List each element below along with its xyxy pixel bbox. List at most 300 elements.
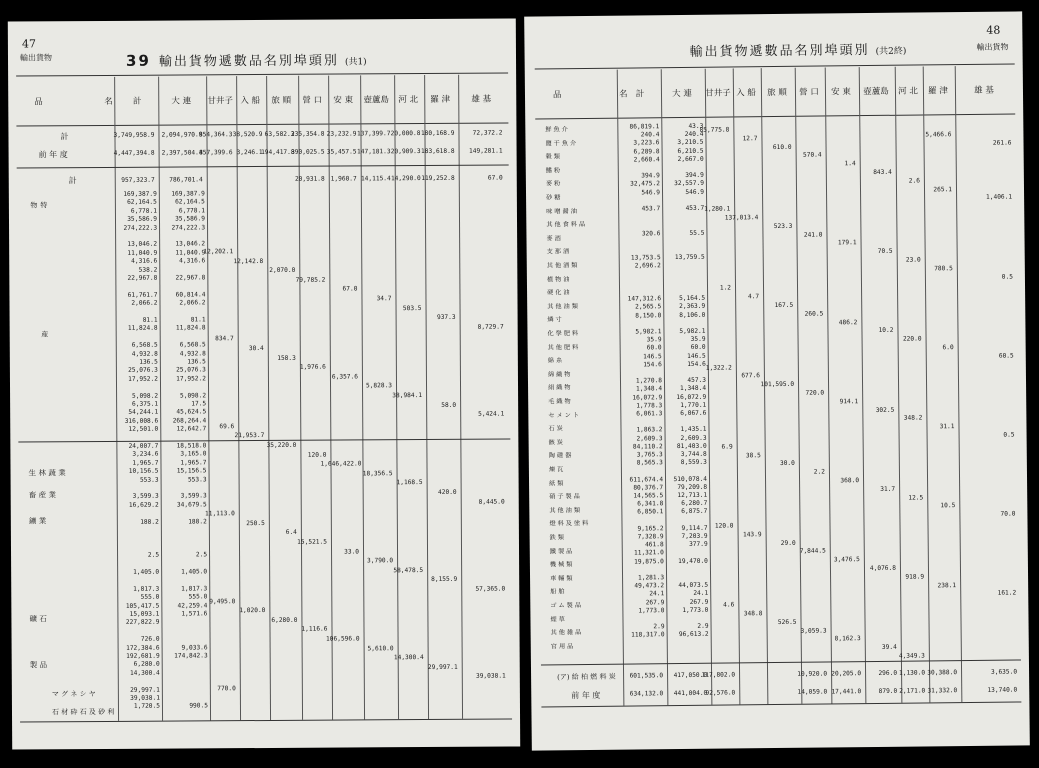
- column-value: 24.1: [649, 590, 665, 598]
- header-item: 品: [552, 90, 562, 101]
- port-value: 39,038.1: [475, 672, 506, 681]
- column-value: 24.1: [693, 590, 709, 598]
- column-value: 3,234.6: [132, 451, 159, 459]
- column-value: 35.9: [690, 335, 706, 344]
- column-value: 13,759.5: [674, 253, 705, 262]
- row-value: 119,252.8: [421, 174, 455, 183]
- column-value: 611,674.4: [629, 475, 664, 484]
- row-label: 鹽 干 魚 介: [545, 139, 577, 148]
- port-value: 6.9: [721, 443, 733, 451]
- column-value: 2.9: [653, 623, 665, 631]
- port-value: 58.0: [441, 401, 457, 409]
- port-value: 1,020.0: [239, 607, 266, 615]
- footer-rule: [541, 659, 1021, 665]
- column-value: 13,046.2: [127, 241, 158, 249]
- bottom-rule: [541, 701, 1021, 707]
- port-value: 1,116.6: [301, 626, 328, 634]
- column-value: 2,066.2: [179, 299, 206, 307]
- column-value: 62,164.5: [175, 198, 205, 206]
- column-divider: [923, 66, 931, 702]
- header-port: 入 船: [736, 88, 756, 99]
- row-label: 穀 類: [545, 153, 561, 161]
- column-value: 553.3: [187, 475, 207, 484]
- port-value: 69.6: [219, 422, 235, 431]
- row-value: 137,399.7: [356, 130, 391, 138]
- category-label: 礦 石: [29, 614, 47, 624]
- port-value: 67.0: [342, 285, 358, 293]
- row-value: 20,909.3: [390, 148, 421, 156]
- port-value: 167.5: [774, 301, 794, 310]
- row-label: 其 他 肥 料: [547, 343, 579, 351]
- port-value: 6,280.0: [271, 616, 298, 624]
- column-value: 4,932.8: [131, 350, 158, 358]
- row-label: 鉄 類: [549, 534, 565, 542]
- column-value: 15,156.5: [176, 467, 207, 475]
- column-value: 2,066.2: [131, 299, 158, 307]
- port-value: 23.0: [905, 256, 921, 264]
- port-value: 12,142.8: [233, 257, 264, 265]
- port-value: 79,785.2: [295, 276, 326, 284]
- column-divider: [458, 75, 463, 719]
- row-label: 其 他 食 料 品: [546, 221, 586, 229]
- row-label: 硝 子 製 品: [549, 493, 580, 501]
- row-label: 絹 織 物: [548, 384, 571, 392]
- prev-year-label: 前 年 度: [38, 150, 68, 160]
- column-value: 274,222.3: [123, 224, 158, 232]
- category-label-specialty: 特 産 物: [29, 201, 50, 398]
- port-value: 348.8: [743, 610, 763, 618]
- column-value: 394.9: [641, 172, 660, 180]
- footer-label-prev: 前 年 度: [571, 690, 601, 701]
- column-value: 274,222.3: [171, 223, 206, 232]
- column-value: 147,312.6: [627, 295, 662, 303]
- column-divider: [895, 67, 903, 703]
- row-value: 3,246.1: [236, 149, 263, 157]
- column-divider: [424, 75, 429, 719]
- column-value: 55.5: [689, 229, 705, 237]
- port-value: 143.9: [742, 530, 762, 539]
- column-value: 60,814.4: [175, 291, 206, 299]
- row-label: 陶 磁 器: [548, 452, 572, 460]
- column-value: 1,965.7: [132, 459, 159, 467]
- column-value: 17.5: [191, 400, 207, 408]
- port-value: 0.5: [1001, 273, 1013, 281]
- port-value: 2.2: [813, 468, 825, 476]
- column-value: 1,773.0: [638, 606, 665, 615]
- column-value: 8,150.0: [635, 311, 662, 320]
- port-value: 12,202.1: [203, 248, 234, 256]
- column-value: 54,244.1: [128, 409, 159, 417]
- row-value: 72,372.2: [472, 129, 503, 137]
- column-value: 1,571.6: [181, 610, 208, 618]
- column-value: 1,405.0: [133, 568, 160, 576]
- column-value: 79,209.8: [677, 483, 708, 491]
- column-value: 136.5: [187, 358, 206, 366]
- column-value: 32,557.9: [674, 180, 704, 188]
- column-value: 268,264.4: [172, 417, 207, 425]
- port-value: 843.4: [873, 168, 892, 176]
- column-value: 16,629.2: [128, 501, 159, 509]
- port-value: 937.3: [436, 314, 456, 322]
- column-value: 80,376.7: [633, 483, 664, 492]
- row-label: 植 物 油: [546, 275, 570, 283]
- column-value: 105,417.5: [125, 602, 160, 610]
- row-label: 燐 寸: [547, 316, 562, 324]
- column-value: 192,681.9: [126, 652, 160, 660]
- port-value: 570.4: [802, 151, 822, 160]
- port-value: 70.0: [1000, 510, 1016, 518]
- column-value: 538.2: [138, 266, 158, 274]
- port-value: 1,280.1: [704, 205, 731, 213]
- column-value: 2,667.0: [677, 155, 704, 163]
- port-value: 18,356.5: [362, 470, 393, 478]
- row-label: ゴ ム 製 品: [550, 602, 582, 610]
- column-value: 1,773.0: [682, 606, 709, 614]
- column-value: 2,660.4: [633, 156, 660, 164]
- row-value: 1,960.7: [330, 175, 357, 183]
- column-value: 146.5: [687, 352, 706, 360]
- row-value: 786,701.4: [169, 176, 203, 184]
- column-value: 81.1: [142, 316, 158, 324]
- column-value: 6,280.0: [133, 661, 160, 669]
- column-value: 5,164.5: [679, 294, 706, 303]
- footer-label-fuel: (ア) 給 柏 燃 料 炭: [557, 672, 616, 682]
- row-label: 石 炭: [548, 425, 563, 433]
- header-port: 入 船: [240, 96, 261, 107]
- category-label: 畜 産 業: [28, 490, 56, 500]
- port-value: 250.5: [246, 519, 265, 527]
- row-value: 63,582.3: [264, 130, 295, 138]
- port-value: 1.4: [844, 160, 856, 168]
- row-label: 毛 織 物: [548, 398, 571, 406]
- port-value: 60.5: [998, 352, 1014, 360]
- title-part: (共2終): [875, 46, 907, 57]
- title-text: 輸出貨物遞數品名別埠頭別: [689, 43, 870, 60]
- column-value: 2,609.3: [680, 434, 707, 442]
- column-value: 169,387.9: [123, 190, 157, 198]
- port-value: 137,013.4: [724, 214, 759, 222]
- column-value: 990.5: [189, 702, 208, 710]
- column-value: 154.6: [687, 360, 706, 368]
- column-value: 169,387.9: [171, 190, 205, 198]
- page-number: 48: [986, 23, 1001, 37]
- column-value: 62,164.5: [127, 199, 157, 207]
- column-value: 81,403.0: [676, 442, 707, 450]
- table-number: 39: [125, 51, 151, 70]
- header-port: 安 東: [831, 87, 851, 98]
- column-value: 146.5: [643, 352, 662, 360]
- column-value: 267.9: [645, 598, 665, 606]
- column-value: 188.2: [140, 518, 159, 526]
- port-value: 526.5: [777, 618, 797, 626]
- port-value: 610.0: [772, 143, 792, 151]
- column-value: 2,363.9: [679, 303, 706, 311]
- column-value: 15,093.1: [129, 610, 160, 618]
- port-value: 4,076.8: [869, 564, 897, 573]
- column-value: 14,300.4: [129, 669, 160, 677]
- column-value: 2,565.5: [635, 303, 662, 311]
- port-value: 348.2: [903, 414, 923, 423]
- row-label: セ メ ン ト: [548, 411, 580, 419]
- column-value: 12,713.1: [677, 491, 708, 500]
- port-value: 2.6: [908, 177, 920, 185]
- port-value: 238.1: [937, 581, 957, 589]
- column-value: 3,210.5: [677, 139, 704, 147]
- port-value: 834.7: [215, 335, 234, 343]
- row-value: 149,281.1: [469, 147, 503, 155]
- row-label: 其 他 油 類: [549, 506, 581, 515]
- column-value: 3,744.8: [680, 450, 707, 459]
- row-label: 官 用 品: [550, 642, 574, 651]
- column-value: 1,405.0: [181, 568, 208, 576]
- column-value: 461.8: [645, 541, 664, 549]
- section-rule: [17, 165, 509, 169]
- column-divider: [360, 75, 365, 719]
- port-value: 31.7: [880, 485, 896, 493]
- column-value: 35.9: [646, 336, 662, 344]
- row-value: 23,232.9: [326, 130, 357, 138]
- header-port: 雄 基: [974, 85, 994, 96]
- column-value: 8,106.0: [679, 311, 706, 319]
- port-value: 503.5: [402, 304, 422, 312]
- column-value: 35,586.9: [127, 215, 158, 224]
- column-value: 377.9: [689, 540, 708, 549]
- row-label: 船 舶: [550, 588, 565, 596]
- column-value: 25,076.3: [128, 367, 158, 375]
- port-value: 1,646,422.0: [320, 460, 362, 468]
- column-value: 7,203.9: [681, 532, 708, 541]
- header-port: 羅 津: [928, 86, 948, 97]
- row-value: 92,576.0: [705, 689, 736, 697]
- port-value: 101,595.0: [760, 381, 795, 389]
- bottom-label: 石 材 砕 石 及 砂 利: [51, 707, 115, 717]
- column-value: 1,435.1: [680, 426, 707, 434]
- header-port: 壺蘆島: [863, 86, 889, 98]
- top-rule: [16, 73, 508, 77]
- port-value: 179.1: [837, 239, 857, 247]
- column-value: 1,817.3: [181, 585, 208, 593]
- column-value: 6,375.1: [132, 400, 159, 408]
- header-port: 計: [635, 89, 645, 100]
- header-port: 計: [132, 96, 142, 107]
- row-label: 鐵 製 品: [549, 547, 573, 555]
- port-value: 5,466.6: [925, 130, 952, 139]
- column-value: 7,328.9: [637, 533, 664, 541]
- column-value: 453.7: [641, 205, 661, 213]
- port-value: 39.4: [881, 643, 897, 652]
- port-value: 4.7: [747, 293, 760, 301]
- column-value: 39,038.1: [130, 694, 160, 702]
- header-port: 壺蘆島: [363, 95, 390, 106]
- row-label: 鮮 魚 介: [545, 126, 568, 134]
- column-divider: [298, 76, 303, 720]
- column-value: 3,599.3: [180, 492, 207, 500]
- column-divider: [236, 76, 241, 720]
- column-value: 453.7: [685, 204, 705, 212]
- column-value: 19,875.0: [634, 557, 664, 566]
- port-value: 34.7: [376, 295, 392, 303]
- row-value: 857,399.6: [199, 149, 233, 157]
- column-value: 81.1: [190, 316, 206, 324]
- column-value: 43.3: [688, 122, 704, 130]
- column-value: 6,778.1: [178, 207, 205, 215]
- row-label: 燈 料 及 塗 料: [549, 520, 589, 528]
- port-value: 260.5: [804, 310, 824, 318]
- port-value: 15,521.5: [297, 538, 327, 546]
- port-value: 120.0: [714, 522, 734, 530]
- column-value: 6,875.7: [681, 508, 708, 516]
- specialty-total-label: 計: [68, 176, 77, 186]
- port-value: 720.0: [805, 389, 825, 397]
- port-value: 8,445.0: [478, 498, 505, 506]
- row-value: 10,920.0: [797, 670, 828, 678]
- row-label: 紙 類: [549, 479, 564, 487]
- column-value: 546.9: [641, 188, 661, 197]
- row-value: 441,004.0: [673, 689, 708, 698]
- column-value: 457.3: [687, 376, 707, 385]
- header-port: 羅 津: [430, 94, 451, 105]
- column-value: 12,501.0: [128, 425, 159, 434]
- row-value: 194,417.8: [261, 148, 295, 157]
- column-value: 14,565.5: [633, 492, 664, 500]
- row-value: 879.0: [878, 687, 898, 695]
- column-value: 118,317.0: [631, 631, 665, 639]
- title-part: (共1): [344, 57, 367, 68]
- port-value: 3,059.3: [800, 627, 827, 635]
- row-value: 30,388.0: [927, 669, 958, 677]
- row-value: 17,441.0: [831, 688, 862, 696]
- column-rules: [524, 11, 1022, 16]
- port-value: 3,476.5: [833, 556, 860, 564]
- header-port: 雄 基: [471, 94, 492, 105]
- column-value: 267.9: [689, 598, 709, 606]
- row-value: 390,025.5: [291, 148, 325, 156]
- port-value: 780.5: [934, 264, 953, 273]
- column-divider: [206, 76, 211, 720]
- column-value: 6,067.6: [680, 409, 707, 418]
- column-value: 3,165.0: [180, 450, 207, 458]
- column-value: 154.6: [643, 361, 662, 369]
- row-label: 車 輛 類: [550, 574, 573, 583]
- row-label: 煉 瓦: [548, 466, 564, 474]
- row-value: 67.0: [487, 174, 503, 182]
- row-value: 180,168.9: [420, 129, 455, 138]
- port-value: 30.0: [779, 460, 795, 468]
- title-text: 輸出貨物遞數品名別埠頭別: [158, 53, 339, 70]
- column-value: 2.5: [195, 551, 208, 559]
- column-value: 1,270.8: [635, 377, 663, 385]
- header-port: 河 北: [398, 95, 419, 106]
- column-value: 49,473.2: [634, 582, 665, 590]
- column-value: 2.5: [147, 551, 160, 559]
- port-value: 5,828.3: [365, 382, 393, 390]
- port-value: 220.0: [902, 335, 922, 343]
- row-value: 235,354.8: [290, 130, 325, 138]
- port-value: 58,478.5: [393, 566, 424, 575]
- column-divider: [795, 68, 803, 704]
- port-value: 9,495.0: [209, 597, 236, 605]
- port-value: 6.0: [942, 344, 954, 352]
- port-value: 12.5: [908, 494, 924, 502]
- column-value: 9,114.7: [681, 524, 708, 532]
- column-value: 546.9: [685, 188, 705, 196]
- column-value: 4,316.6: [179, 257, 206, 265]
- column-value: 316,008.6: [124, 417, 159, 425]
- port-value: 33.0: [344, 548, 360, 556]
- column-divider: [328, 76, 333, 720]
- column-value: 174,842.3: [174, 652, 208, 660]
- column-value: 11,040.9: [175, 249, 206, 257]
- port-value: 8,162.3: [834, 635, 861, 643]
- row-value: 14,290.0: [390, 175, 421, 183]
- column-value: 394.9: [685, 171, 704, 180]
- port-value: 302.5: [875, 406, 895, 414]
- port-value: 14,300.4: [393, 654, 424, 662]
- port-value: 486.2: [838, 318, 858, 326]
- column-value: 11,824.8: [175, 324, 206, 332]
- column-value: 1,348.4: [635, 385, 663, 393]
- port-value: 770.0: [217, 685, 236, 693]
- column-value: 136.5: [139, 358, 158, 366]
- header-port: 河 北: [898, 86, 918, 97]
- category-label: 製 品: [29, 660, 48, 670]
- row-value: 601,535.0: [629, 672, 664, 680]
- row-label: 味 噌 醤 油: [546, 207, 577, 216]
- port-value: 120.0: [307, 451, 327, 459]
- column-value: 3,223.6: [633, 139, 660, 147]
- column-value: 10,156.5: [128, 467, 159, 476]
- column-value: 188.2: [188, 517, 207, 526]
- header-port: 大 連: [171, 96, 192, 107]
- port-value: 677.6: [741, 372, 760, 380]
- header-port: 旅 順: [767, 87, 787, 99]
- row-value: 147,181.3: [357, 148, 391, 156]
- header-port: 甘井子: [705, 88, 731, 99]
- row-label: 鰭 粉: [545, 167, 561, 175]
- column-value: 240.4: [684, 130, 704, 139]
- row-label: 骸 炭: [548, 439, 564, 447]
- row-label: 其 他 雑 品: [550, 629, 582, 637]
- column-value: 6,289.8: [633, 147, 660, 156]
- bottom-rule: [20, 718, 512, 722]
- header-port: 安 東: [333, 95, 354, 106]
- column-value: 1,817.3: [133, 585, 160, 593]
- column-value: 11,824.8: [127, 325, 158, 333]
- column-value: 16,072.9: [676, 393, 707, 401]
- row-value: 20,000.8: [390, 130, 421, 138]
- column-value: 45,624.5: [176, 408, 207, 416]
- row-value: 854,364.3: [198, 131, 233, 139]
- bottom-label: マ グ ネ シ ヤ: [51, 690, 96, 699]
- row-value: 31,332.0: [927, 687, 958, 695]
- column-value: 6,568.5: [179, 341, 206, 349]
- column-value: 1,281.3: [637, 574, 665, 582]
- column-value: 84,110.2: [632, 442, 663, 451]
- port-value: 158.3: [277, 354, 296, 362]
- column-value: 9,165.2: [637, 524, 664, 533]
- port-value: 420.0: [438, 488, 457, 496]
- column-value: 320.6: [641, 229, 661, 238]
- column-value: 1,778.3: [636, 402, 663, 410]
- column-value: 34,679.5: [176, 501, 207, 509]
- port-value: 6,357.6: [331, 373, 358, 381]
- column-value: 60.0: [690, 344, 706, 352]
- header-name: 名: [104, 96, 113, 107]
- column-value: 11,040.9: [127, 249, 158, 257]
- header-port: 營 口: [799, 87, 819, 98]
- column-value: 510,078.4: [673, 475, 708, 483]
- column-value: 25,076.3: [176, 366, 206, 374]
